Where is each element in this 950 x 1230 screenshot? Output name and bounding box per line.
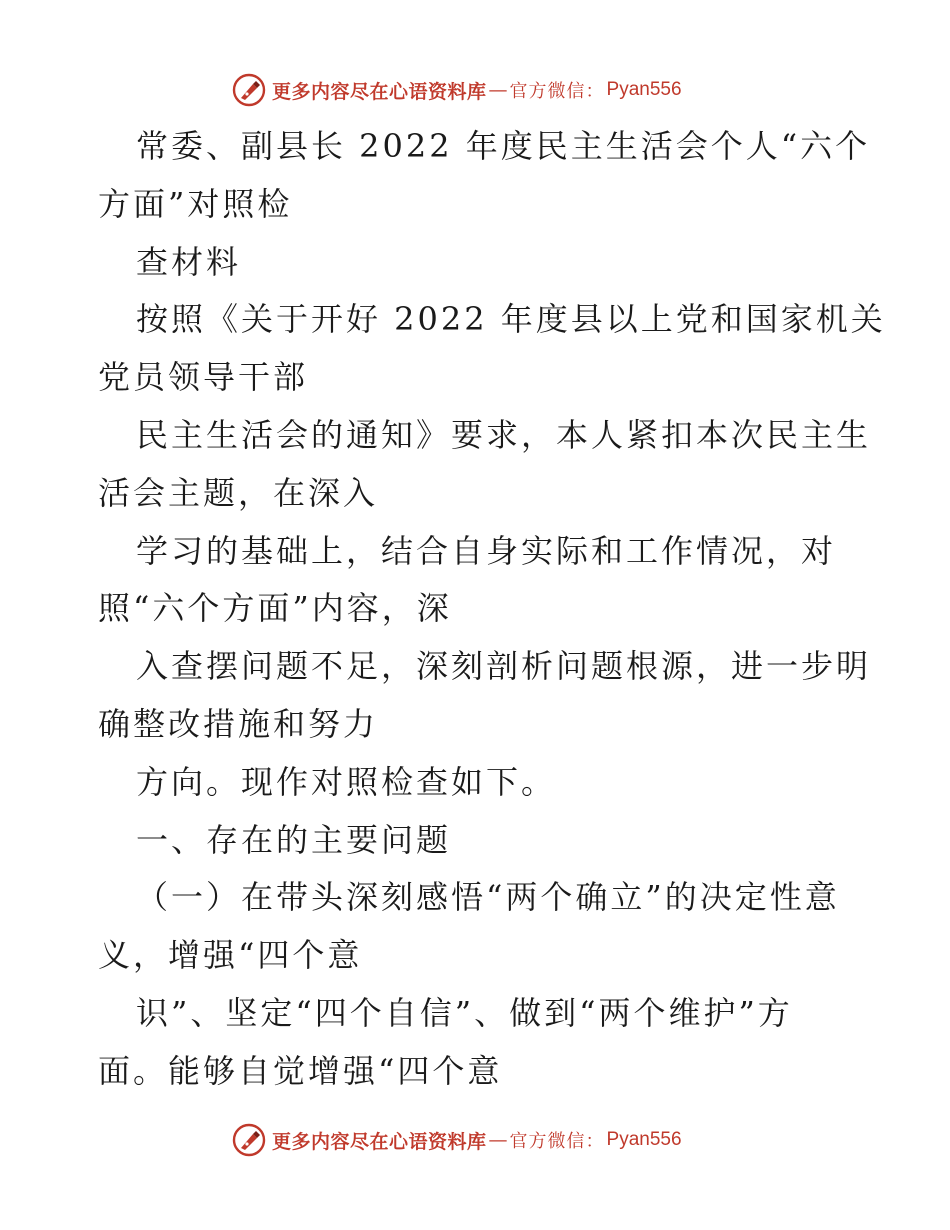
banner-dash: — (488, 79, 508, 101)
paragraph-line: 党员领导干部 (98, 358, 309, 397)
paragraph-line: 方向。现作对照检查如下。 (136, 762, 557, 801)
banner-official-label: 官方微信： (509, 81, 605, 102)
banner-wechat-id: Pyan556 (606, 79, 682, 100)
paragraph-line: 活会主题，在深入 (98, 473, 379, 512)
banner-dash: — (488, 1129, 508, 1151)
subsection-heading: （一）在带头深刻感悟“两个确立”的决定性意 (136, 878, 840, 917)
banner-official-label: 官方微信： (509, 1131, 605, 1152)
paragraph-line: 学习的基础上，结合自身实际和工作情况，对 (136, 531, 837, 570)
title-line-2: 方面”对照检 (98, 184, 293, 223)
paragraph-line: 照“六个方面”内容，深 (98, 589, 452, 628)
paragraph-line: 义，增强“四个意 (98, 936, 363, 975)
banner-slogan: 更多内容尽在心语资料库 (272, 80, 487, 103)
pen-nib-logo-icon (232, 73, 266, 107)
title-line-3: 查材料 (136, 242, 242, 281)
header-banner (232, 70, 722, 110)
document-body (98, 118, 886, 1101)
paragraph-line: 面。能够自觉增强“四个意 (98, 1051, 503, 1090)
paragraph-line: 入查摆问题不足，深刻剖析问题根源，进一步明 (136, 647, 872, 686)
paragraph-line: 民主生活会的通知》要求，本人紧扣本次民主生 (136, 415, 872, 454)
paragraph-line: 识”、坚定“四个自信”、做到“两个维护”方 (136, 993, 793, 1032)
title-line-1: 常委、副县长 2022 年度民主生活会个人“六个 (136, 127, 871, 165)
pen-nib-logo-icon (232, 1123, 266, 1157)
section-heading: 一、存在的主要问题 (136, 820, 452, 859)
footer-banner (232, 1120, 722, 1160)
paragraph-line: 按照《关于开好 2022 年度县以上党和国家机关 (136, 300, 886, 339)
banner-wechat-id: Pyan556 (606, 1129, 682, 1150)
banner-slogan: 更多内容尽在心语资料库 (272, 1130, 487, 1153)
paragraph-line: 确整改措施和努力 (98, 704, 379, 743)
